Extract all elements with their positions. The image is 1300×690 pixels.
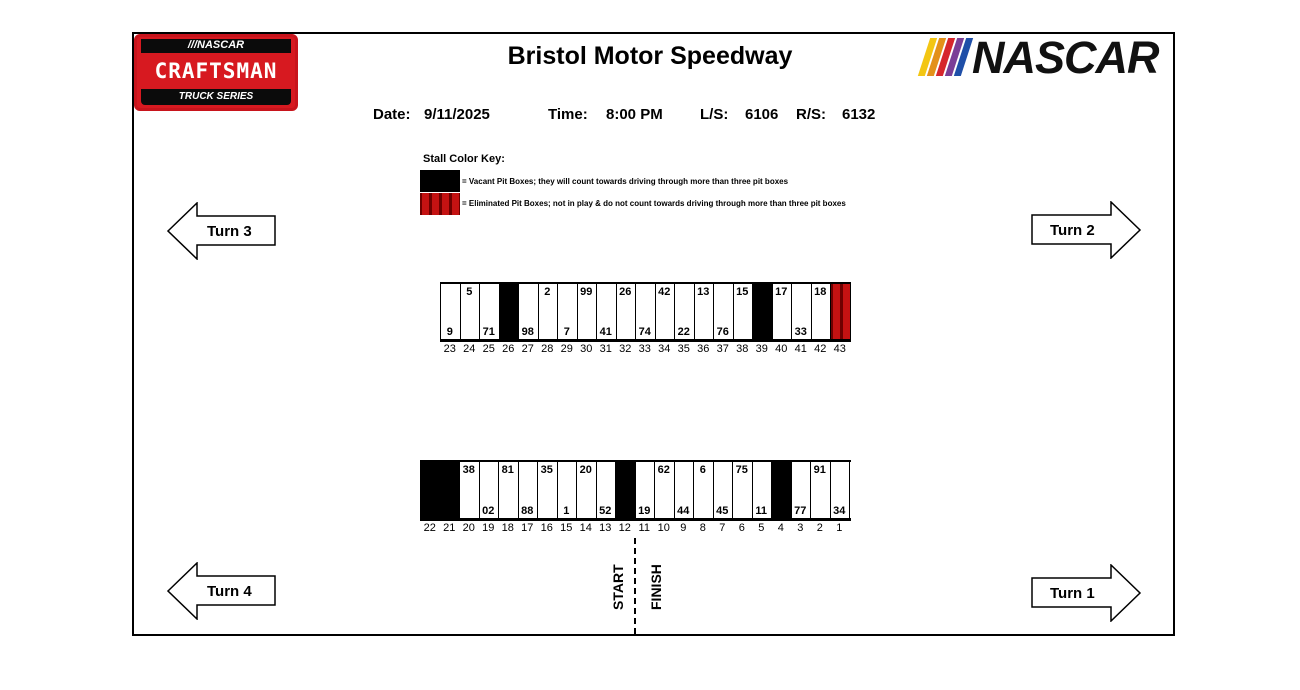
car-number: 5: [466, 286, 473, 298]
stall-number: 25: [482, 343, 495, 355]
pit-box: [714, 284, 734, 339]
stall-number: 24: [463, 343, 476, 355]
car-number: 71: [482, 326, 495, 338]
stall-number: 36: [697, 343, 710, 355]
pit-box: [675, 462, 695, 518]
car-number: 91: [813, 464, 826, 476]
stall-number: 3: [797, 522, 804, 534]
car-number: 9: [446, 326, 453, 338]
stall-number: 17: [521, 522, 534, 534]
car-number: 42: [658, 286, 671, 298]
stall-number: 11: [638, 522, 650, 534]
vacant-pit-box: [753, 284, 773, 339]
logo-craftsman-text: CRAFTSMAN: [154, 59, 278, 83]
frontstretch-pit-row: [420, 460, 851, 521]
pit-box: [792, 284, 812, 339]
pit-box: [460, 462, 480, 518]
stall-number: 30: [580, 343, 593, 355]
stall-number: 6: [738, 522, 745, 534]
vacant-swatch: [420, 170, 460, 192]
car-number: 33: [794, 326, 807, 338]
stall-number: 37: [716, 343, 729, 355]
eliminated-swatch: [420, 193, 460, 215]
vacant-key-text: = Vacant Pit Boxes; they will count towards driving through more than three pit boxes: [462, 177, 789, 186]
stall-number: 18: [501, 522, 514, 534]
car-number: 15: [736, 286, 749, 298]
stall-number: 1: [836, 522, 843, 534]
car-number: 19: [638, 505, 651, 517]
pit-box: [753, 462, 773, 518]
ls-value: 6106: [745, 106, 779, 123]
pit-box: [577, 462, 597, 518]
car-number: 75: [735, 464, 748, 476]
pit-box: [695, 284, 715, 339]
car-number: 98: [521, 326, 534, 338]
stall-number: 27: [521, 343, 534, 355]
pit-box: [636, 284, 656, 339]
logo-truck-series-text: TRUCK SERIES: [178, 91, 254, 102]
stall-color-key-title: Stall Color Key:: [423, 153, 505, 165]
logo-nascar-text: ///NASCAR: [187, 39, 245, 51]
rs-label: R/S:: [796, 106, 826, 123]
pit-box: [519, 284, 539, 339]
pit-box: [694, 462, 714, 518]
turn-1-label: Turn 1: [1050, 585, 1095, 602]
pit-box: [773, 284, 793, 339]
eliminated-key-text: = Eliminated Pit Boxes; not in play & do not count towards driving through more than three pit boxes: [462, 199, 846, 208]
stall-number: 31: [599, 343, 612, 355]
stall-number: 12: [618, 522, 631, 534]
stall-number: 20: [462, 522, 475, 534]
time-value: 8:00 PM: [606, 106, 663, 123]
stall-number: 23: [443, 343, 456, 355]
stall-number: 41: [794, 343, 807, 355]
car-number: 02: [482, 505, 495, 517]
pit-box: [597, 462, 617, 518]
start-label: START: [610, 564, 626, 610]
stall-number: 22: [423, 522, 436, 534]
stall-number: 10: [657, 522, 670, 534]
car-number: 52: [599, 505, 612, 517]
time-label: Time:: [548, 106, 588, 123]
stall-number: 29: [560, 343, 573, 355]
car-number: 77: [794, 505, 807, 517]
pit-box: [655, 462, 675, 518]
pit-box: [733, 462, 753, 518]
vacant-pit-box: [616, 462, 636, 518]
vacant-pit-box: [500, 284, 520, 339]
car-number: 81: [501, 464, 514, 476]
stall-number: 40: [775, 343, 788, 355]
vacant-pit-box: [421, 462, 441, 518]
car-number: 11: [755, 505, 768, 517]
vacant-pit-box: [441, 462, 461, 518]
start-finish-line: [634, 538, 636, 634]
pit-box: [461, 284, 481, 339]
pit-box: [714, 462, 734, 518]
stall-number: 8: [699, 522, 706, 534]
car-number: 26: [619, 286, 632, 298]
car-number: 17: [775, 286, 788, 298]
turn-3-label: Turn 3: [207, 223, 252, 240]
stall-number: 5: [758, 522, 765, 534]
pit-box: [480, 462, 500, 518]
pit-box: [558, 462, 578, 518]
ls-label: L/S:: [700, 106, 729, 123]
stall-number: 43: [833, 343, 846, 355]
stall-number: 38: [736, 343, 749, 355]
car-number: 62: [657, 464, 670, 476]
page-title: Bristol Motor Speedway: [507, 42, 793, 70]
stall-number: 2: [816, 522, 823, 534]
pit-box: [578, 284, 598, 339]
date-value: 9/11/2025: [424, 106, 490, 123]
rs-value: 6132: [842, 106, 876, 123]
car-number: 7: [563, 326, 570, 338]
pit-box: [636, 462, 656, 518]
pit-box: [617, 284, 637, 339]
car-number: 44: [677, 505, 690, 517]
car-number: 22: [677, 326, 690, 338]
car-number: 38: [462, 464, 475, 476]
eliminated-pit-box: [831, 284, 851, 339]
pit-box: [480, 284, 500, 339]
car-number: 45: [716, 505, 729, 517]
car-number: 99: [580, 286, 593, 298]
stall-number: 34: [658, 343, 671, 355]
pit-box: [831, 462, 851, 518]
pit-box: [811, 462, 831, 518]
stall-number: 32: [619, 343, 632, 355]
stall-number: 28: [541, 343, 554, 355]
car-number: 88: [521, 505, 534, 517]
pit-box: [558, 284, 578, 339]
car-number: 76: [716, 326, 729, 338]
pit-box: [519, 462, 539, 518]
stall-number: 39: [755, 343, 768, 355]
backstretch-pit-row: [440, 282, 851, 342]
date-label: Date:: [373, 106, 411, 123]
stall-number: 26: [502, 343, 515, 355]
turn-2-label: Turn 2: [1050, 222, 1095, 239]
car-number: 20: [579, 464, 592, 476]
nascar-wordmark: NASCAR: [972, 32, 1159, 83]
car-number: 6: [699, 464, 706, 476]
pit-box: [734, 284, 754, 339]
car-number: 41: [599, 326, 612, 338]
stall-number: 42: [814, 343, 827, 355]
car-number: 74: [638, 326, 651, 338]
car-number: 35: [540, 464, 553, 476]
stall-number: 19: [482, 522, 495, 534]
car-number: 18: [814, 286, 827, 298]
car-number: 13: [697, 286, 710, 298]
stall-number: 4: [777, 522, 784, 534]
pit-box: [597, 284, 617, 339]
pit-box: [441, 284, 461, 339]
turn-4-label: Turn 4: [207, 583, 252, 600]
stall-number: 21: [443, 522, 456, 534]
pit-box: [539, 284, 559, 339]
pit-box: [499, 462, 519, 518]
pit-box: [792, 462, 812, 518]
car-number: 34: [833, 505, 846, 517]
stall-number: 7: [719, 522, 726, 534]
pit-box: [675, 284, 695, 339]
stall-number: 14: [579, 522, 592, 534]
car-number: 2: [544, 286, 551, 298]
stall-number: 9: [680, 522, 687, 534]
pit-box: [812, 284, 832, 339]
pit-box: [656, 284, 676, 339]
stall-number: 35: [677, 343, 690, 355]
finish-label: FINISH: [648, 564, 664, 610]
pit-box: [538, 462, 558, 518]
car-number: 1: [563, 505, 570, 517]
vacant-pit-box: [772, 462, 792, 518]
stall-number: 15: [560, 522, 573, 534]
stall-number: 13: [599, 522, 612, 534]
stall-number: 16: [540, 522, 553, 534]
stall-number: 33: [638, 343, 651, 355]
